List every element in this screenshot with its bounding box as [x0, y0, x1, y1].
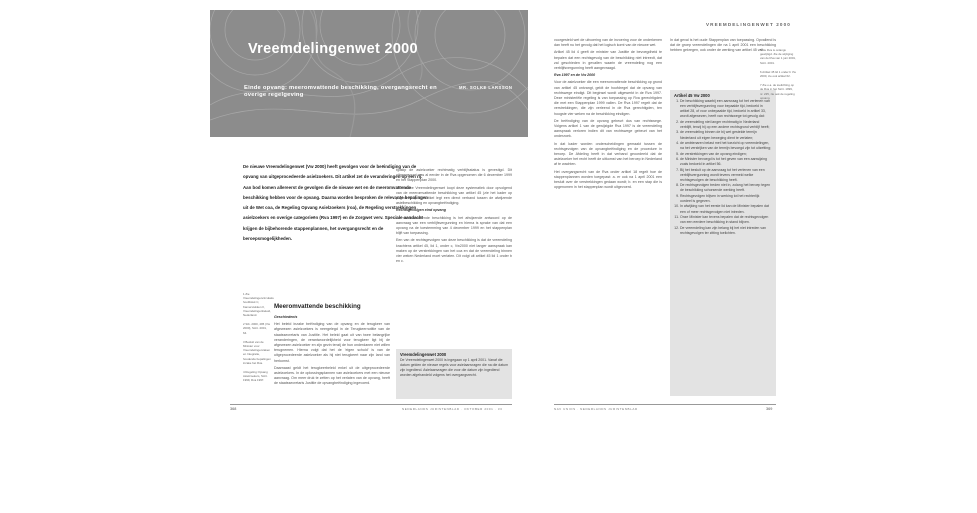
body-paragraph: De nieuwe Vreemdelingenwet loopt deze systematiek door opvolgend van de meeromvattende beschikking van artikel 45 (zie het kader op pagina 369). Dit artikel legt een direct verband tussen de afwijzende asielbeschikking en opvangbeëindiging. [396, 185, 512, 206]
running-header: VREEMDELINGENWET 2000 [706, 22, 791, 27]
section-heading: Meeromvattende beschikking [274, 303, 361, 310]
statute-item: 2. de vreemdeling niet langer rechtmatig in Nederland verblijft, tenzij hij op een andere rechtsgrond verblijf heeft; [680, 120, 772, 130]
right-column-1 [554, 38, 662, 400]
running-footer: NEDERLANDS JURISTENBLAD · OKTOBER 2001 · 33 [402, 407, 503, 411]
left-column-2 [396, 168, 512, 346]
running-footer: NAV UNIOS · NEDERLANDS JURISTENBLAD [554, 407, 638, 411]
left-column-1 [274, 314, 390, 402]
statute-item: 1. De beschikking waarbij een aanvraag tot het verlenen van een verblijfsvergunning voor bepaalde tijd, bedoeld in artikel 28, of voor onbepaalde tijd, bedoeld in artikel 33, wordt afgewezen, heeft van rechtswege tot gevolg dat: [680, 99, 772, 119]
statute-item: 6. de Minister bevoegd is tot het geven van een aanwijzing zoals bedoeld in artikel 56. [680, 157, 772, 167]
info-box [396, 349, 512, 399]
article-subtitle: Einde opvang: meeromvattende beschikking, overgangsrecht en overige regelgeving [244, 85, 437, 99]
statute-item: 3. de vreemdeling binnen de bij wet gestelde termijn Nederland uit eigen beweging dient te verlaten; [680, 130, 772, 140]
body-paragraph: Daarnaast geldt het terugkeerbeleid enkel uit de uitgeprocedeerde asielzoekers. In de oplossingsplannen van asielzoekers met een nieuwe aanvraag. Om meer druk te zetten op het verlaten van de opvang, heeft de staatssecretaris Justitie de opvangbeëindiging ingevoerd. [274, 365, 390, 386]
body-paragraph: In dat kader worden onderscheidingen gemaakt tussen de rechtsgevolgen van de opvangbeëindiging en de procedure in beroep. De Afdeling heeft in dat verband geoordeeld dat de asielzoeker het recht heeft de uitkomst van het beroep in Nederland af te wachten. [554, 141, 662, 167]
footnote: 4 Regeling Opvang Asielzoekers, Stcrt. 1999, Rva 1997. [243, 370, 268, 383]
footer-rule [554, 404, 776, 405]
statute-box-title: Artikel 45 Vw 2000 [674, 93, 710, 98]
statute-list [674, 99, 772, 236]
statute-item: 8. De rechtsgevolgen treden niet in, zolang het beroep tegen de beschikking schorsende werking heeft. [680, 183, 772, 193]
body-paragraph: De meeromvattende beschikking is het afwijzende antwoord op de aanvraag van een verblijfsvergunning en hierna is sprake van dat een opvang na de toestemming van 4 december 1999 en het stappenplan blijft van toepassing. [396, 215, 512, 236]
body-paragraph: Artikel 45 lid 4 geeft de minister van Justitie de bevoegdheid te bepalen dat een rechtsgevolg van de beschikking niet intreedt, dat zal geschieden in gevallen waarin de vreemdeling nog een verblijfsvergunning heeft aangevraagd. [554, 50, 662, 71]
statute-item: 10. In afwijking van het eerste lid kan de Minister bepalen dat een of meer rechtsgevolgen niet intreden. [680, 204, 772, 214]
statute-item: 7. Bij het besluit op de aanvraag tot het verlenen van een verblijfsvergunning wordt tevens vermeld welke rechtsgevolgen de beschikking heeft. [680, 168, 772, 183]
statute-item: 11. Onze Minister kan tevens bepalen dat de rechtsgevolgen van een eerdere beschikking in stand blijven. [680, 215, 772, 225]
lead-paragraph: De nieuwe Vreemdelingenwet (Vw 2000) heeft gevolgen voor de beëindiging van de opvang van uitgeprocedeerde asielzoekers. Dit artikel zet de veranderingen op een rij. Aan bod komen allereerst de gevolgen die de nieuwe wet en de meeromvattende beschikking hebben voor de opvang. Daarna worden besproken de relevante bepalingen uit de Wet coa, de Regeling Opvang Asielzoekers (roa), de Regeling verstrekkingen asielzoekers en overige categorieën (Rva 1997) en de Zorgwet verv. Speciale aandacht krijgen de bijbehorende stappenplannen, het overgangsrecht en de beroepsmogelijkheden. [243, 164, 428, 242]
left-footnotes [243, 292, 274, 388]
right-page [528, 10, 795, 425]
body-paragraph: Een van de rechtsgevolgen van deze beschikking is dat de vreemdeling krachtens artikel 45, lid 1, onder c, Vw2000 niet langer aanspraak kan maken op de verstrekkingen van het coa en dat de vreemdeling binnen vier weken Nederland moet verlaten. Dit volgt uit artikel 45 lid 1 onder b en c. [396, 238, 512, 264]
statute-box [670, 90, 776, 396]
left-page [210, 10, 528, 425]
info-box-text: De Vreemdelingenwet 2000 is ingegaan op 1 april 2001. Vanaf die datum gelden de nieuwe regels voor asielaanvragen die na die datum zijn ingediend. Asielaanvragen die voor die datum zijn ingediend worden afgehandeld volgens het overgangsrecht. [400, 358, 508, 378]
statute-item: 9. Rechtsgevolgen blijven in werking tot het rechterlijk oordeel is gegeven. [680, 194, 772, 204]
footer-rule [230, 404, 512, 405]
statute-item: 4. de ambtenaren belast met het toezicht op vreemdelingen, na het verstrijken van de termijn bevoegd zijn tot uitzetting; [680, 141, 772, 151]
footnote: 2 Stb. 2000, 495 (Vw 2000), Stcrt. 2001, 64. [243, 322, 270, 335]
column-subheading: Rva 1997 en de Vw 2000 [554, 73, 596, 78]
article-author: MR. SOLKE LARSSON [459, 85, 513, 90]
body-paragraph: Het overgangsrecht van de Rva onder artikel 18 regelt hoe de stappenplannen worden toegepast: a. er ook na 1 april 2001 een besluit over de verstrekkingen gedaan wordt; b. en een stap die is opgenomen in het stappenplan wordt uitgevoerd. [554, 169, 662, 190]
page-number: 369 [766, 407, 773, 411]
column-subheading: Geschiedenis [274, 315, 298, 319]
body-paragraph: Voor de asielzoeker die een meeromvattende beschikking op grond van artikel 45 ontvangt, geldt de hoofdregel dat de opvang van rechtswege eindigt. Dit beginsel wordt uitgewerkt in de Rva 1997. Deze ministeriële regeling is van toepassing op Rva gerechtigden die met een Stappenplan 1999 vallen. De Rva 1997 regelt dat de verstrekkingen, die zijn verleend in de Rva gerechtigden, ten hoogste vier weken na de beschikking eindigen. [554, 80, 662, 116]
footnote: 6 Artikel 45 lid 1 onder b Vw 2000, zie ook artikel 62. [760, 69, 796, 79]
column-subheading: Rechtsgevolgen eind opvang [396, 208, 446, 213]
footnote: 3 Besluit van de Minister voor Vreemdelingenzaken en Integratie, houdende bepalingen inzake het Rva. [243, 339, 271, 365]
statute-item: 5. de verstrekkingen van de opvang eindigen; [680, 152, 772, 157]
banner-swirl-graphic [210, 10, 528, 137]
magazine-spread [210, 10, 795, 425]
right-margin-notes [760, 48, 796, 105]
statute-item: 12. De vreemdeling kan zijn belang bij het niet intreden van rechtsgevolgen ter zitting toelichten. [680, 226, 772, 236]
body-paragraph: voorgesteld wet de uitvoering van de invoering voor de onderkenen dan heeft nu het gevolg dat het logisch komt van de nieuwe wet. [554, 38, 662, 48]
info-box-title: Vreemdelingenwet 2000 [400, 352, 447, 357]
body-paragraph: Het beleid inzake beëindiging van de opvang en de terugkeer van afgewezen asielzoekers is neergelegd in de Terugkeernotitie van de staatssecretaris van Justitie. Het beleid gaat uit van twee belangrijke veranderingen, de verantwoordelijkheid voor terugkeer ligt bij de afgewezen asielzoeker en zijn gezin tenzij de hun onderdanen niet willen terugnemen. Hierna volgt dat het de 'eigen schuld' is van de uitgeprocedeerde asielzoeker als hij niet terugkeert naar zijn land van herkomst. [274, 322, 390, 363]
title-banner [210, 10, 528, 137]
body-paragraph: tijdstip de asielzoeker rechtmatig verblijfsstatus is gevestigd. Dit uitgangspunt was al eerder in de Rva opgenomen die 6 december 1999 en het Stappenplan 2000. [396, 168, 512, 183]
body-paragraph: De beëindiging van de opvang gebeurt dus van rechtswege. Volgens artikel 1 van de gewijzigde Rva 1997 is de vreemdeling aanspraak verloren indien dit van rechtswege gebeurt van het onderzoek. [554, 118, 662, 139]
body-paragraph: In dat geval is het oude Stappenplan van toepassing. Opvallend is dat de groep vreemdelingen die na 1 april 2001 een beschikking hebben gekregen, ook onder de werking van artikel 45 valt. [670, 38, 776, 53]
footnote: 1 Zie Vreemdelingencirculaire hoofdstuk C, Kamerstukken II, Vreemdelingenbeleid, Nederland. [243, 292, 274, 318]
article-title: Vreemdelingenwet 2000 [248, 41, 418, 57]
footnote: 7 Zie o.a. de toelichting op de Rva in het Stcrt. 1999, nr. 225, zie ook de regeling opvang. [760, 83, 795, 100]
footnote: 5 De Rva is onlangs gewijzigd. Zie de wijziging van de Rva van 1 juni 2001, Stcrt. 2001. [760, 48, 796, 65]
page-number: 368 [230, 407, 237, 411]
